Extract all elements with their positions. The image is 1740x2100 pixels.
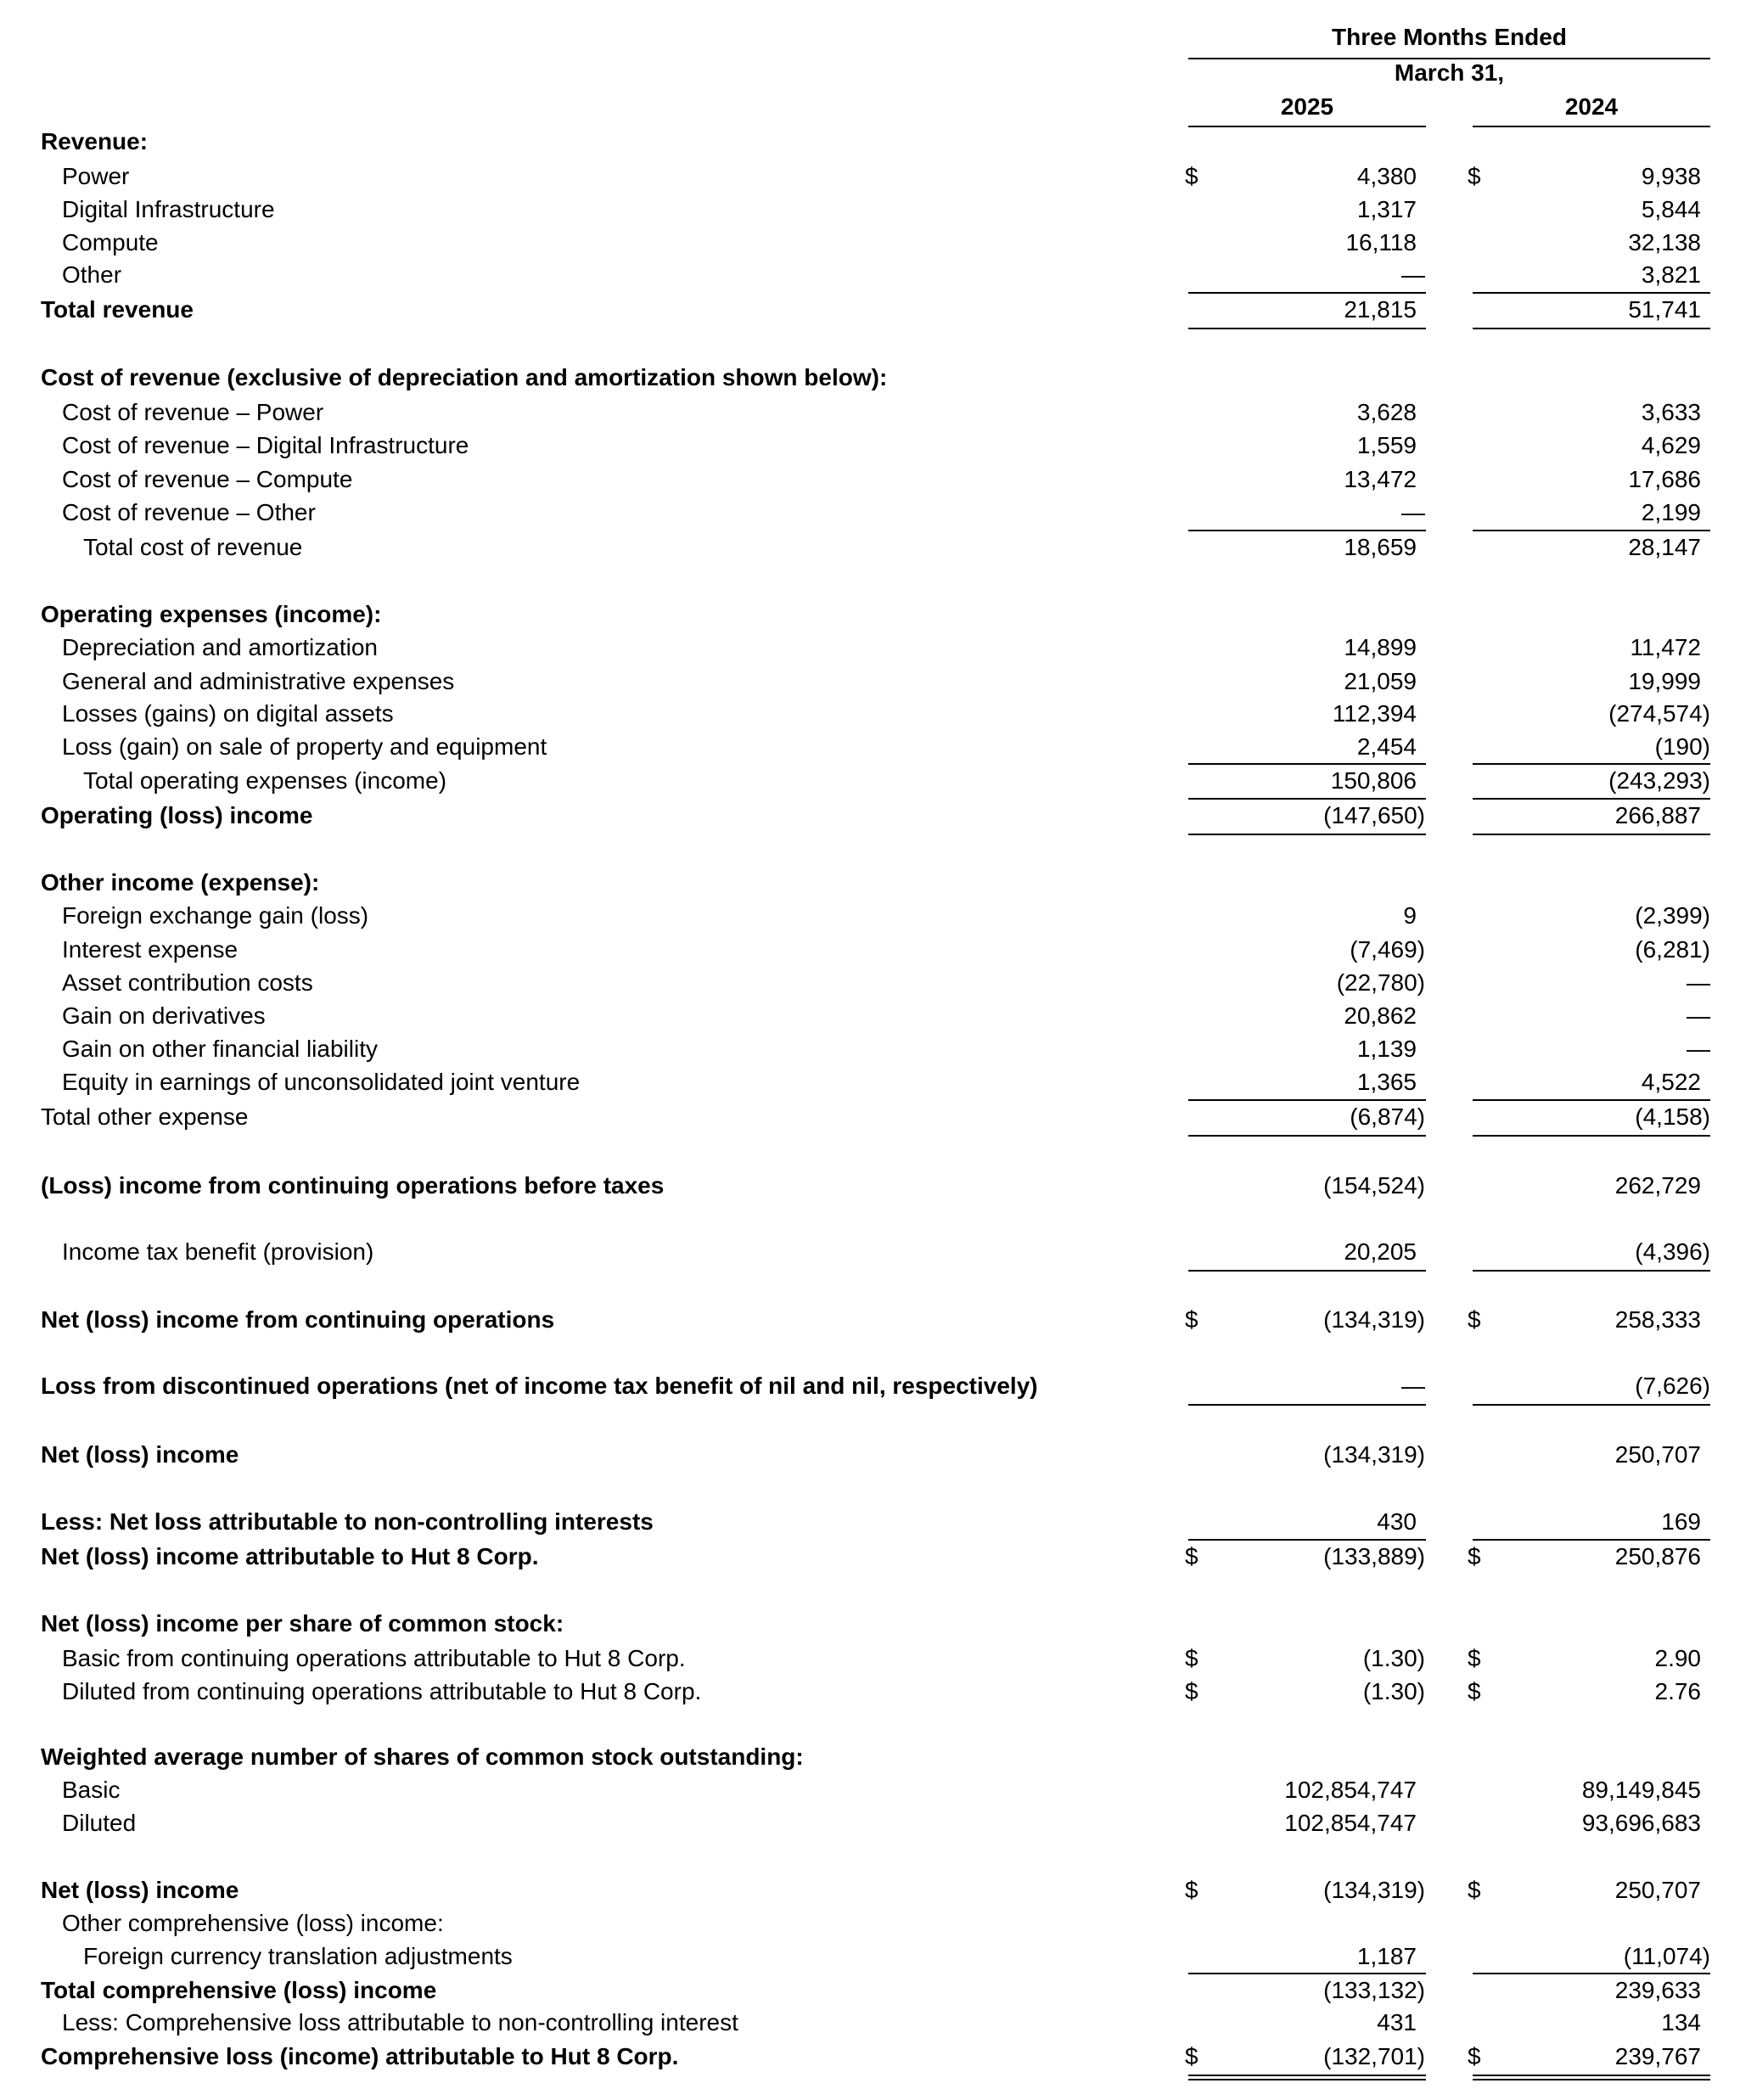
statement-row: [0, 1642, 1740, 1675]
statement-row: [0, 1170, 1740, 1202]
statement-row: [0, 396, 1740, 429]
value-2024: (6,281): [1635, 936, 1710, 963]
value-2025: 20,205: [1344, 1238, 1417, 1265]
underline: [1473, 1270, 1710, 1272]
statement-row: [0, 1608, 1740, 1640]
row-label: Interest expense: [62, 936, 239, 963]
value-2024: 19,999: [1628, 668, 1701, 694]
value-2024: (11,074): [1623, 1943, 1710, 1969]
value-2024: 250,707: [1614, 1441, 1701, 1468]
value-2024: 2.76: [1654, 1678, 1701, 1704]
underline: [1188, 1539, 1426, 1541]
underline: [1188, 834, 1426, 835]
value-2024: 266,887: [1614, 802, 1701, 828]
statement-row: [0, 1236, 1740, 1268]
row-label: Total operating expenses (income): [83, 767, 447, 794]
value-2025: (134,319): [1323, 1441, 1425, 1468]
statement-row: [0, 1506, 1740, 1538]
value-2025: 430: [1377, 1508, 1417, 1535]
statement-row: [0, 1874, 1740, 1906]
value-2025: 13,472: [1344, 466, 1417, 492]
value-2024: 51,741: [1628, 296, 1701, 323]
statement-row: [0, 1304, 1740, 1336]
row-label: Cost of revenue – Compute: [62, 466, 353, 492]
row-label: Other comprehensive (loss) income:: [62, 1910, 444, 1936]
value-2024: 239,767: [1614, 2043, 1701, 2069]
statement-row: [0, 126, 1740, 158]
row-label: Total cost of revenue: [83, 534, 303, 560]
row-label: Asset contribution costs: [62, 969, 313, 996]
double-underline: [1473, 2075, 1710, 2080]
underline: [1473, 292, 1710, 294]
value-2025: (134,319): [1323, 1306, 1425, 1333]
currency-symbol: $: [1185, 163, 1198, 189]
value-2024: 250,876: [1614, 1543, 1701, 1569]
value-2024: —: [1687, 1036, 1710, 1062]
underline: [1473, 328, 1710, 329]
value-2024: (274,574): [1608, 700, 1710, 727]
value-2024: 258,333: [1614, 1306, 1701, 1333]
row-label: Total other expense: [41, 1103, 249, 1130]
value-2024: 28,147: [1628, 534, 1701, 560]
value-2025: 21,815: [1344, 296, 1417, 323]
value-2024: (7,626): [1635, 1373, 1710, 1399]
underline: [1188, 1270, 1426, 1272]
row-label: Basic from continuing operations attributable to Hut 8 Corp.: [62, 1645, 686, 1671]
period-date: March 31,: [1394, 59, 1505, 86]
value-2025: 16,118: [1345, 229, 1417, 255]
value-2024: 4,522: [1641, 1069, 1701, 1095]
row-label: Less: Comprehensive loss attributable to non-controlling interest: [62, 2009, 738, 2035]
statement-row: [0, 531, 1740, 564]
value-2024: 2,199: [1641, 499, 1701, 525]
value-2025: —: [1401, 261, 1425, 288]
value-2025: (154,524): [1323, 1172, 1425, 1199]
row-label: Foreign exchange gain (loss): [62, 902, 369, 929]
value-2025: (7,469): [1350, 936, 1425, 963]
value-2025: (22,780): [1336, 969, 1425, 996]
value-2024: 11,472: [1630, 634, 1701, 660]
value-2025: 112,394: [1332, 700, 1417, 727]
underline: [1473, 834, 1710, 835]
statement-row: [0, 1541, 1740, 1573]
statement-row: [0, 194, 1740, 226]
value-2025: 9: [1403, 902, 1417, 929]
value-2025: 102,854,747: [1284, 1810, 1417, 1836]
underline: [1188, 328, 1426, 329]
value-2025: 21,059: [1344, 668, 1417, 694]
row-label: Equity in earnings of unconsolidated joint venture: [62, 1069, 581, 1095]
value-2025: 1,187: [1356, 1943, 1417, 1969]
statement-row: [0, 1807, 1740, 1839]
statement-row: [0, 362, 1740, 394]
value-2024: (2,399): [1635, 902, 1710, 929]
currency-symbol: $: [1468, 1877, 1481, 1903]
value-2024: 17,686: [1628, 466, 1701, 492]
value-2024: 239,633: [1614, 1977, 1701, 2003]
statement-row: [0, 463, 1740, 496]
statement-row: [0, 1000, 1740, 1032]
row-label: Other: [62, 261, 122, 288]
statement-row: [0, 1940, 1740, 1973]
statement-row: [0, 1907, 1740, 1940]
currency-symbol: $: [1468, 2043, 1481, 2069]
statement-row: [0, 1974, 1740, 2007]
value-2025: (1.30): [1362, 1678, 1425, 1704]
statement-row: [0, 1033, 1740, 1065]
row-label: Basic: [62, 1777, 121, 1803]
value-2025: 150,806: [1330, 767, 1417, 794]
row-label: Weighted average number of shares of common stock outstanding:: [41, 1743, 804, 1770]
row-label: Gain on derivatives: [62, 1002, 266, 1029]
underline: [1188, 1135, 1426, 1137]
statement-row: [0, 259, 1740, 291]
value-2024: 2.90: [1654, 1645, 1701, 1671]
value-2025: 18,659: [1344, 534, 1417, 560]
row-label: Comprehensive loss (income) attributable to Hut 8 Corp.: [41, 2043, 679, 2069]
value-2025: 4,380: [1356, 163, 1417, 189]
underline: [1473, 798, 1710, 800]
currency-symbol: $: [1185, 1678, 1198, 1704]
underline: [1473, 1099, 1710, 1101]
row-label: Loss from discontinued operations (net of income tax benefit of nil and nil, respectively): [41, 1373, 1038, 1399]
value-2024: —: [1687, 1002, 1710, 1029]
statement-row: [0, 2007, 1740, 2039]
underline: [1473, 1404, 1710, 1406]
period-header: Three Months Ended: [1332, 24, 1567, 50]
statement-row: [0, 800, 1740, 832]
statement-row: [0, 227, 1740, 259]
row-label: Operating (loss) income: [41, 802, 313, 828]
row-label: Power: [62, 163, 130, 189]
currency-symbol: $: [1185, 1543, 1198, 1569]
currency-symbol: $: [1468, 1543, 1481, 1569]
underline: [1188, 1973, 1426, 1974]
value-2025: —: [1401, 1373, 1425, 1399]
value-2024: 250,707: [1614, 1877, 1701, 1903]
statement-row: [0, 665, 1740, 698]
value-2024: (4,396): [1635, 1238, 1710, 1265]
statement-row: [0, 698, 1740, 730]
row-label: Diluted: [62, 1810, 137, 1836]
value-2025: 2,454: [1356, 733, 1417, 760]
value-2024: 3,821: [1641, 261, 1701, 288]
value-2024: (190): [1654, 733, 1710, 760]
year-2025-header: 2025: [1280, 93, 1334, 120]
currency-symbol: $: [1468, 1645, 1481, 1671]
row-label: Total revenue: [41, 296, 194, 323]
currency-symbol: $: [1185, 2043, 1198, 2069]
value-2025: (134,319): [1323, 1877, 1425, 1903]
statement-row: [0, 598, 1740, 631]
currency-symbol: $: [1468, 1306, 1481, 1333]
underline: [1188, 530, 1426, 531]
underline: [1188, 1404, 1426, 1406]
value-2024: —: [1687, 969, 1710, 996]
statement-row: [0, 294, 1740, 326]
double-underline: [1188, 2075, 1426, 2080]
statement-row: [0, 632, 1740, 664]
row-label: General and administrative expenses: [62, 668, 455, 694]
underline: [1473, 763, 1710, 765]
statement-row: [0, 497, 1740, 529]
row-label: Foreign currency translation adjustments: [83, 1943, 513, 1969]
currency-symbol: $: [1185, 1645, 1198, 1671]
underline: [1188, 1099, 1426, 1101]
statement-row: [0, 1741, 1740, 1773]
row-label: Depreciation and amortization: [62, 634, 378, 660]
underline: [1188, 763, 1426, 765]
value-2025: 1,139: [1356, 1036, 1417, 1062]
row-label: Cost of revenue – Power: [62, 399, 324, 425]
currency-symbol: $: [1468, 163, 1481, 189]
statement-row: [0, 765, 1740, 797]
statement-row: [0, 1066, 1740, 1098]
underline: [1473, 1539, 1710, 1541]
value-2025: 1,317: [1356, 196, 1417, 222]
statement-row: [0, 1370, 1740, 1402]
underline: [1473, 1973, 1710, 1974]
row-label: Net (loss) income from continuing operations: [41, 1306, 555, 1333]
value-2024: 4,629: [1641, 432, 1701, 458]
statement-row: [0, 2041, 1740, 2073]
value-2025: (1.30): [1362, 1645, 1425, 1671]
value-2025: (132,701): [1323, 2043, 1425, 2069]
currency-symbol: $: [1185, 1306, 1198, 1333]
row-label: Net (loss) income: [41, 1877, 239, 1903]
statement-row: [0, 1101, 1740, 1133]
row-label: Net (loss) income: [41, 1441, 239, 1468]
statement-row: [0, 967, 1740, 999]
currency-symbol: $: [1468, 1678, 1481, 1704]
value-2025: 1,365: [1356, 1069, 1417, 1095]
row-label: Losses (gains) on digital assets: [62, 700, 394, 727]
value-2024: 93,696,683: [1581, 1810, 1701, 1836]
row-label: Compute: [62, 229, 159, 255]
value-2024: 32,138: [1628, 229, 1701, 255]
underline: [1473, 1135, 1710, 1137]
row-label: Cost of revenue (exclusive of depreciation and amortization shown below):: [41, 364, 888, 390]
value-2025: 102,854,747: [1284, 1777, 1417, 1803]
year-2024-header: 2024: [1564, 93, 1619, 120]
value-2024: (243,293): [1608, 767, 1710, 794]
value-2024: 89,149,845: [1581, 1777, 1701, 1803]
value-2025: 1,559: [1356, 432, 1417, 458]
value-2025: —: [1401, 499, 1425, 525]
value-2024: 5,844: [1641, 196, 1701, 222]
row-label: Net (loss) income per share of common stock:: [41, 1610, 564, 1637]
statement-row: [0, 430, 1740, 462]
value-2025: (147,650): [1323, 802, 1425, 828]
row-label: Other income (expense):: [41, 869, 320, 896]
value-2025: 3,628: [1356, 399, 1417, 425]
value-2025: 14,899: [1344, 634, 1417, 660]
value-2025: 20,862: [1344, 1002, 1417, 1029]
value-2025: (133,132): [1323, 1977, 1425, 2003]
value-2025: (133,889): [1323, 1543, 1425, 1569]
currency-symbol: $: [1185, 1877, 1198, 1903]
row-label: Digital Infrastructure: [62, 196, 275, 222]
row-label: Operating expenses (income):: [41, 601, 382, 627]
row-label: Cost of revenue – Digital Infrastructure: [62, 432, 469, 458]
value-2024: (4,158): [1635, 1103, 1710, 1130]
value-2024: 9,938: [1641, 163, 1701, 189]
value-2024: 3,633: [1641, 399, 1701, 425]
row-label: Cost of revenue – Other: [62, 499, 316, 525]
statement-row: [0, 934, 1740, 966]
row-label: (Loss) income from continuing operations before taxes: [41, 1172, 665, 1199]
row-label: Loss (gain) on sale of property and equipment: [62, 733, 547, 760]
statement-row: [0, 1774, 1740, 1806]
underline: [1473, 530, 1710, 531]
statement-row: [0, 867, 1740, 899]
statement-row: [0, 1676, 1740, 1708]
statement-row: [0, 731, 1740, 763]
row-label: Diluted from continuing operations attributable to Hut 8 Corp.: [62, 1678, 702, 1704]
underline: [1188, 798, 1426, 800]
statement-row: [0, 160, 1740, 193]
value-2024: 134: [1661, 2009, 1701, 2035]
row-label: Income tax benefit (provision): [62, 1238, 374, 1265]
statement-row: [0, 900, 1740, 932]
value-2025: (6,874): [1350, 1103, 1425, 1130]
value-2024: 169: [1661, 1508, 1701, 1535]
underline: [1188, 292, 1426, 294]
row-label: Less: Net loss attributable to non-controlling interests: [41, 1508, 654, 1535]
row-label: Total comprehensive (loss) income: [41, 1977, 437, 2003]
value-2024: 262,729: [1614, 1172, 1701, 1199]
value-2025: 431: [1377, 2009, 1417, 2035]
row-label: Gain on other financial liability: [62, 1036, 378, 1062]
row-label: Revenue:: [41, 128, 149, 154]
row-label: Net (loss) income attributable to Hut 8 Corp.: [41, 1543, 539, 1569]
statement-row: [0, 1439, 1740, 1471]
